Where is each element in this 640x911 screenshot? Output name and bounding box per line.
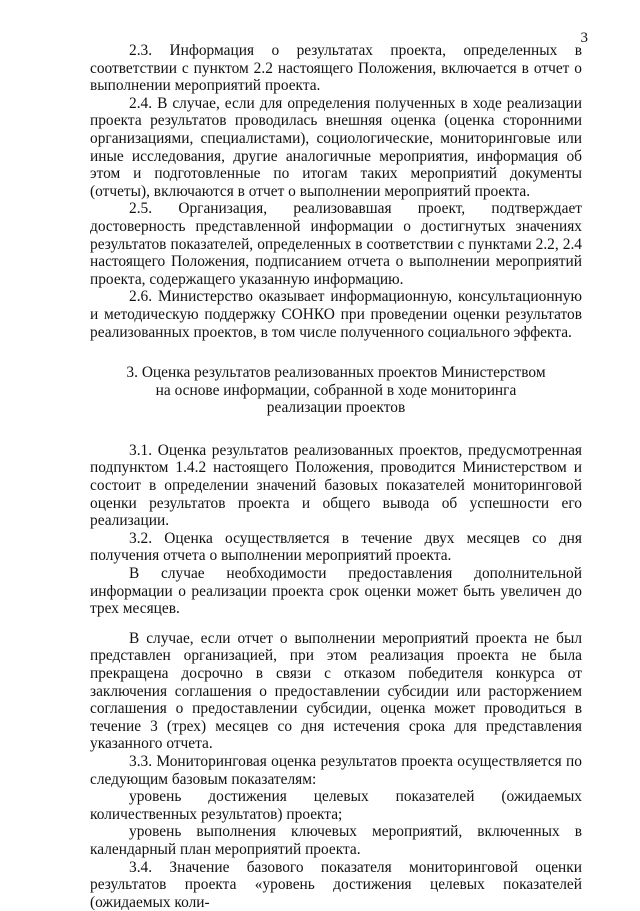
paragraph-2-3: 2.3. Информация о результатах проекта, определенных в соответствии с пунктом 2.2 настоящего Положения, включается в отчет о выполнении мероприятий проекта. [90, 42, 582, 95]
paragraph-gap [90, 618, 582, 630]
paragraph-3-2: 3.2. Оценка осуществляется в течение двух месяцев со дня получения отчета о выполнении мероприятий проекта. [90, 529, 582, 565]
section-3-heading [90, 364, 582, 417]
paragraph-2-5: 2.5. Организация, реализовавшая проект, подтверждает достоверность представленной информации о достигнутых значениях результатов показателей, определенных в соответствии с пунктами 2.2, 2.4 настоящего Положения, подписанием отчета о выполнении мероприятий проекта, содержащего указанную информацию. [90, 200, 582, 288]
section-3-heading-line: на основе информации, собранной в ходе мониторинга [155, 381, 517, 399]
paragraph-3-4: 3.4. Значение базового показателя мониторинговой оценки результатов проекта «уровень достижения целевых показателей (ожидаемых коли- [90, 858, 582, 911]
page-number: 3 [580, 30, 588, 46]
paragraph-no-report: В случае, если отчет о выполнении мероприятий проекта не был представлен организацией, при этом реализация проекта не была прекращена досрочно в связи с отказом победителя конкурса от заключения соглашения о предоставлении субсидии или расторжением соглашения о предоставлении субсидии, оценка может проводиться в течение 3 (трех) месяцев со дня истечения срока для представления указанного отчета. [90, 629, 582, 753]
indicator-item: уровень выполнения ключевых мероприятий, включенных в календарный план мероприятий проекта. [90, 823, 582, 858]
page-content [90, 42, 582, 911]
indicator-item: уровень достижения целевых показателей (ожидаемых количественных результатов) проекта; [90, 788, 582, 823]
section-3-heading-line: 3. Оценка результатов реализованных проектов Министерством [126, 364, 546, 382]
section-3-heading-line: реализации проектов [266, 399, 406, 417]
paragraph-2-6: 2.6. Министерство оказывает информационную, консультационную и методическую поддержку СОНКО при проведении оценки результатов реализованных проектов, в том числе полученного социального эффекта. [90, 288, 582, 341]
paragraph-3-3: 3.3. Мониторинговая оценка результатов проекта осуществляется по следующим базовым показателям: [90, 752, 582, 788]
paragraph-3-1: 3.1. Оценка результатов реализованных проектов, предусмотренная подпунктом 1.4.2 настоящего Положения, проводится Министерством и состоит в определении значений базовых показателей мониторинговой оценки результатов проекта и общего вывода об успешности его реализации. [90, 441, 582, 530]
paragraph-2-4: 2.4. В случае, если для определения полученных в ходе реализации проекта результатов проводилась внешняя оценка (оценка сторонними организациями, специалистами), социологические, мониторинговые или иные исследования, другие аналогичные мероприятия, информация об этом и подготовленные по итогам таких мероприятий документы (отчеты), включаются в отчет о выполнении мероприятий проекта. [90, 94, 582, 200]
paragraph-extension: В случае необходимости предоставления дополнительной информации о реализации проекта срок оценки может быть увеличен до трех месяцев. [90, 565, 582, 618]
